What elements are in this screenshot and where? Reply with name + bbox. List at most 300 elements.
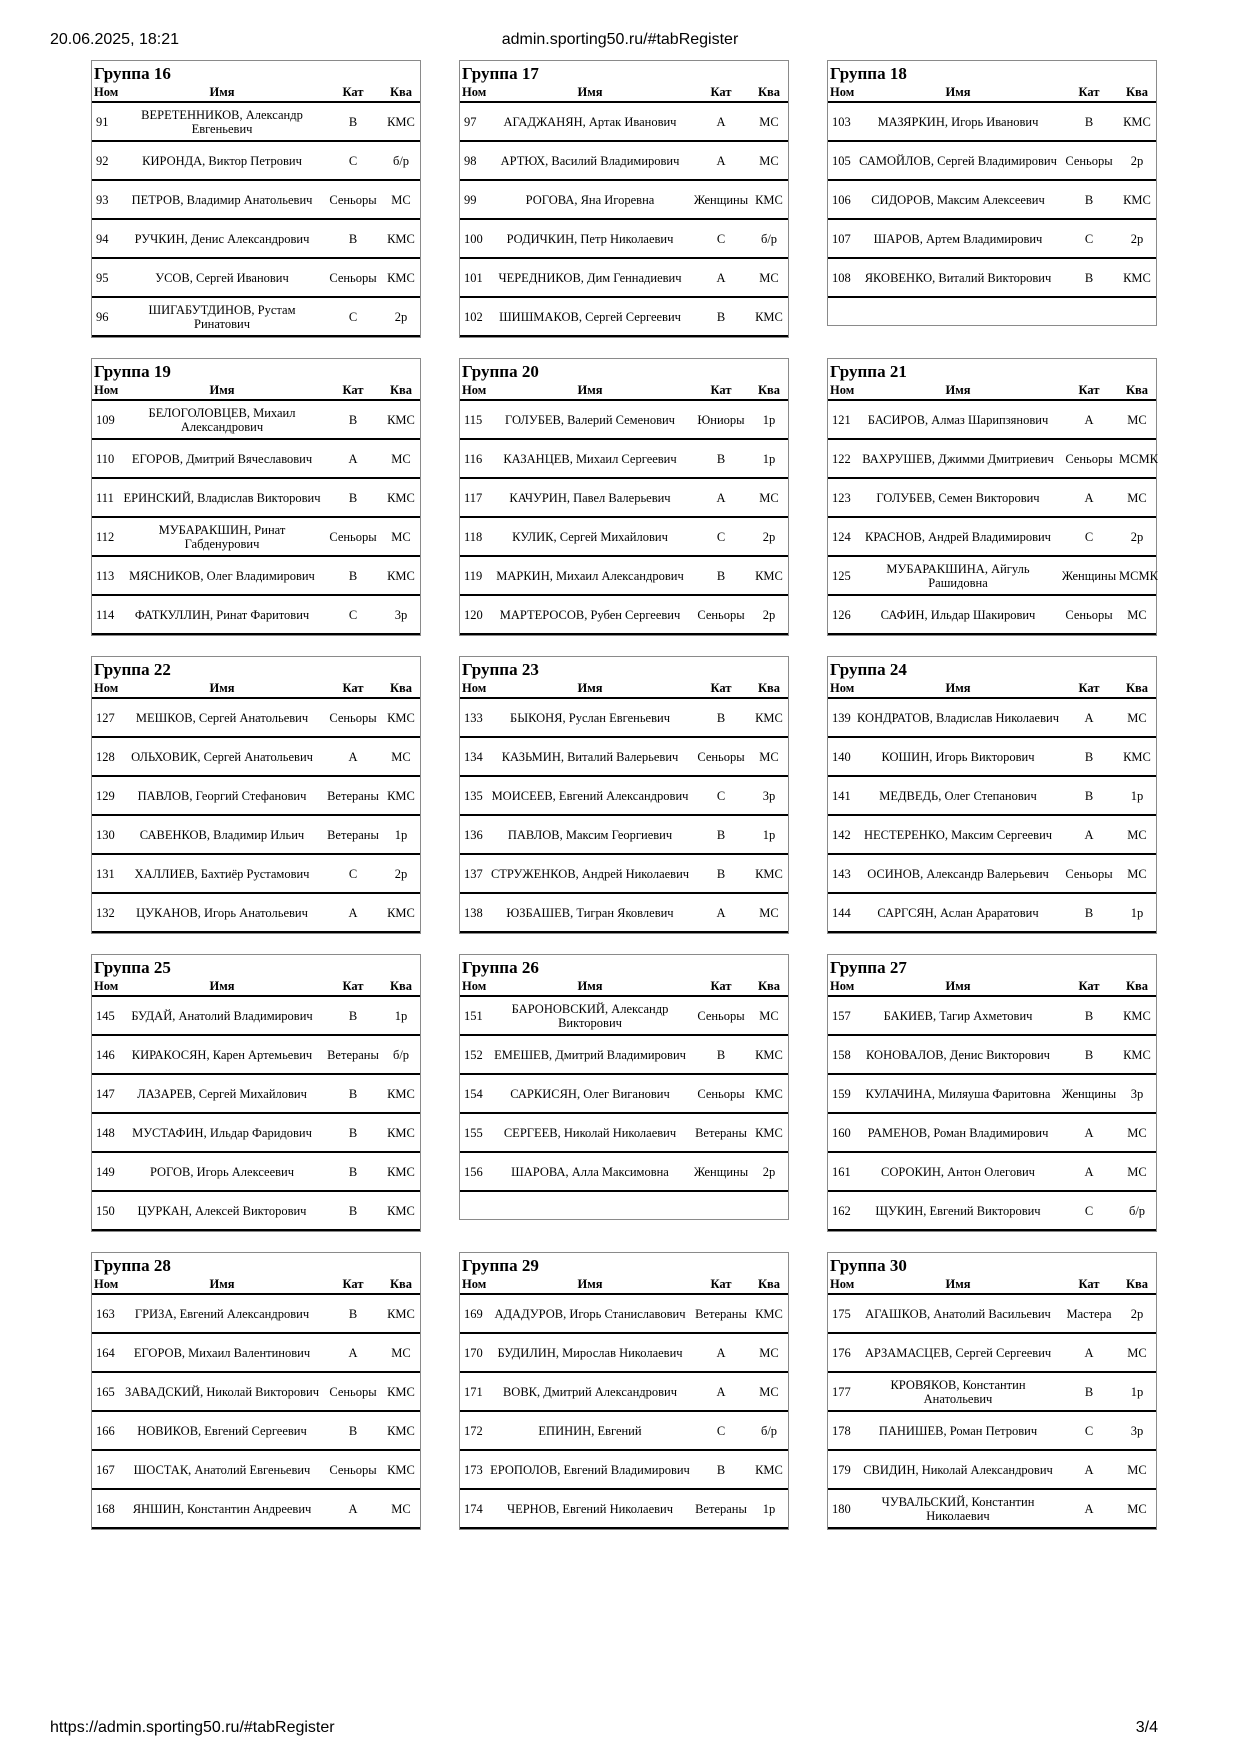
participant-category: B [324, 102, 382, 141]
participant-name: САФИН, Ильдар Шакирович [856, 595, 1060, 634]
participant-number: 144 [828, 893, 856, 932]
table-header-row [828, 680, 1156, 698]
participant-qualification: КМС [382, 1294, 420, 1333]
participant-category: Женщины [692, 180, 750, 219]
participant-qualification: б/р [382, 1035, 420, 1074]
table-row [92, 776, 420, 815]
participant-number: 98 [460, 141, 488, 180]
participant-name: ВЕРЕТЕННИКОВ, Александр Евгеньевич [120, 102, 324, 141]
participant-number: 156 [460, 1152, 488, 1191]
participant-qualification: КМС [750, 180, 788, 219]
participant-name: РУЧКИН, Денис Александрович [120, 219, 324, 258]
participant-name: РОГОВА, Яна Игоревна [488, 180, 692, 219]
table-row [92, 595, 420, 634]
column-header-name: Имя [856, 382, 1060, 400]
participant-category: Ветераны [324, 776, 382, 815]
participant-number: 112 [92, 517, 120, 556]
participant-qualification: МС [750, 1333, 788, 1372]
participant-qualification: КМС [750, 698, 788, 737]
table-row [460, 439, 788, 478]
table-row [828, 776, 1156, 815]
group-table [459, 1252, 789, 1530]
participant-category: Ветераны [324, 1035, 382, 1074]
participant-name: САРГСЯН, Аслан Араратович [856, 893, 1060, 932]
participant-name: ЧЕРНОВ, Евгений Николаевич [488, 1489, 692, 1528]
group-table [91, 954, 421, 1232]
table-header-row [460, 1276, 788, 1294]
participant-category: B [324, 1294, 382, 1333]
participant-number: 103 [828, 102, 856, 141]
table-header-row [92, 382, 420, 400]
group-table [459, 358, 789, 636]
table-row [460, 1333, 788, 1372]
participant-name: ЕПИНИН, Евгений [488, 1411, 692, 1450]
participant-category: A [1060, 478, 1118, 517]
participant-category: Сеньоры [1060, 439, 1118, 478]
participant-category: A [692, 141, 750, 180]
participant-number: 159 [828, 1074, 856, 1113]
column-header-qual: Ква [382, 978, 420, 996]
table-row [460, 1113, 788, 1152]
table-row [460, 1294, 788, 1333]
participant-number: 180 [828, 1489, 856, 1528]
participant-number: 150 [92, 1191, 120, 1230]
participant-qualification: КМС [750, 854, 788, 893]
empty-row [460, 1191, 788, 1219]
participant-name: ПАВЛОВ, Максим Георгиевич [488, 815, 692, 854]
participants-table [92, 978, 420, 1231]
participant-category: C [1060, 517, 1118, 556]
participant-number: 136 [460, 815, 488, 854]
participant-number: 106 [828, 180, 856, 219]
table-row [828, 1152, 1156, 1191]
participant-name: МАРКИН, Михаил Александрович [488, 556, 692, 595]
participant-number: 160 [828, 1113, 856, 1152]
participant-category: Сеньоры [324, 180, 382, 219]
participant-qualification: 1р [1118, 1372, 1156, 1411]
participant-name: ЗАВАДСКИЙ, Николай Викторович [120, 1372, 324, 1411]
participant-qualification: МСМК [1118, 556, 1156, 595]
participant-qualification: КМС [750, 1035, 788, 1074]
participant-category: Сеньоры [324, 258, 382, 297]
participant-number: 143 [828, 854, 856, 893]
table-row [460, 102, 788, 141]
table-header-row [92, 978, 420, 996]
participant-category: B [1060, 893, 1118, 932]
participant-number: 94 [92, 219, 120, 258]
participant-category: C [1060, 1411, 1118, 1450]
participant-category: B [324, 478, 382, 517]
participant-qualification: КМС [382, 258, 420, 297]
participant-qualification: 2р [750, 595, 788, 634]
participant-number: 141 [828, 776, 856, 815]
participant-number: 131 [92, 854, 120, 893]
participant-name: АГАДЖАНЯН, Артак Иванович [488, 102, 692, 141]
table-row [460, 556, 788, 595]
participant-number: 137 [460, 854, 488, 893]
participant-number: 147 [92, 1074, 120, 1113]
table-row [828, 517, 1156, 556]
participant-name: ЧУВАЛЬСКИЙ, Константин Николаевич [856, 1489, 1060, 1528]
table-row [92, 1450, 420, 1489]
participant-name: ШАРОВ, Артем Владимирович [856, 219, 1060, 258]
participant-name: БУДАЙ, Анатолий Владимирович [120, 996, 324, 1035]
participant-name: БЫКОНЯ, Руслан Евгеньевич [488, 698, 692, 737]
group-table [827, 60, 1157, 326]
participant-qualification: КМС [382, 556, 420, 595]
table-row [828, 556, 1156, 595]
participant-number: 145 [92, 996, 120, 1035]
participant-qualification: МС [1118, 698, 1156, 737]
participant-number: 116 [460, 439, 488, 478]
participant-name: КРОВЯКОВ, Константин Анатольевич [856, 1372, 1060, 1411]
participant-qualification: МС [1118, 815, 1156, 854]
participant-name: КОШИН, Игорь Викторович [856, 737, 1060, 776]
participant-qualification: 2р [382, 854, 420, 893]
participant-qualification: МС [750, 141, 788, 180]
participant-category: B [1060, 776, 1118, 815]
participant-name: САВЕНКОВ, Владимир Ильич [120, 815, 324, 854]
table-header-row [92, 1276, 420, 1294]
participant-category: C [324, 595, 382, 634]
participant-category: A [324, 1333, 382, 1372]
group-title: Группа 17 [462, 64, 539, 83]
participant-category: Сеньоры [324, 1372, 382, 1411]
table-row [92, 1372, 420, 1411]
participant-name: РАМЕНОВ, Роман Владимирович [856, 1113, 1060, 1152]
group-title: Группа 16 [94, 64, 171, 83]
table-row [92, 737, 420, 776]
participants-table [828, 382, 1156, 635]
participants-table [460, 978, 788, 1219]
table-row [460, 776, 788, 815]
participant-name: СТРУЖЕНКОВ, Андрей Николаевич [488, 854, 692, 893]
participant-number: 111 [92, 478, 120, 517]
participant-category: C [692, 219, 750, 258]
column-header-num: Ном [828, 1276, 856, 1294]
column-header-num: Ном [92, 1276, 120, 1294]
participant-qualification: 2р [1118, 1294, 1156, 1333]
group-title: Группа 29 [462, 1256, 539, 1275]
participant-category: A [1060, 1489, 1118, 1528]
participant-category: B [692, 439, 750, 478]
table-header-row [92, 84, 420, 102]
participant-number: 135 [460, 776, 488, 815]
column-header-name: Имя [856, 1276, 1060, 1294]
table-row [92, 1035, 420, 1074]
participant-category: C [324, 297, 382, 336]
participant-category: A [1060, 400, 1118, 439]
participant-number: 169 [460, 1294, 488, 1333]
column-header-cat: Кат [1060, 382, 1118, 400]
table-row [92, 102, 420, 141]
participant-name: КОНОВАЛОВ, Денис Викторович [856, 1035, 1060, 1074]
column-header-cat: Кат [1060, 680, 1118, 698]
participant-qualification: МС [750, 258, 788, 297]
participant-category: C [1060, 1191, 1118, 1230]
participant-number: 91 [92, 102, 120, 141]
participant-qualification: б/р [750, 1411, 788, 1450]
participant-qualification: б/р [1118, 1191, 1156, 1230]
participant-name: МАРТЕРОСОВ, Рубен Сергеевич [488, 595, 692, 634]
participant-number: 120 [460, 595, 488, 634]
participant-number: 125 [828, 556, 856, 595]
table-header-row [92, 680, 420, 698]
participant-qualification: 1р [1118, 893, 1156, 932]
column-header-qual: Ква [1118, 1276, 1156, 1294]
column-header-name: Имя [488, 84, 692, 102]
participant-name: ЕГОРОВ, Дмитрий Вячеславович [120, 439, 324, 478]
table-row [92, 258, 420, 297]
column-header-num: Ном [460, 680, 488, 698]
participant-name: ФАТКУЛЛИН, Ринат Фаритович [120, 595, 324, 634]
participant-number: 123 [828, 478, 856, 517]
participant-number: 105 [828, 141, 856, 180]
participant-number: 177 [828, 1372, 856, 1411]
participant-category: B [324, 400, 382, 439]
column-header-num: Ном [828, 84, 856, 102]
participant-qualification: КМС [382, 1450, 420, 1489]
column-header-name: Имя [120, 680, 324, 698]
participant-category: B [324, 556, 382, 595]
participant-category: A [324, 893, 382, 932]
participant-number: 96 [92, 297, 120, 336]
participant-number: 154 [460, 1074, 488, 1113]
participant-category: B [692, 1035, 750, 1074]
participant-category: B [1060, 180, 1118, 219]
column-header-name: Имя [120, 1276, 324, 1294]
participant-qualification: КМС [750, 1113, 788, 1152]
table-row [92, 1191, 420, 1230]
participants-table [92, 84, 420, 337]
participant-number: 146 [92, 1035, 120, 1074]
table-row [828, 1113, 1156, 1152]
column-header-qual: Ква [750, 978, 788, 996]
participant-name: ВАХРУШЕВ, Джимми Дмитриевич [856, 439, 1060, 478]
participant-number: 148 [92, 1113, 120, 1152]
table-header-row [828, 84, 1156, 102]
group-table [459, 954, 789, 1220]
participant-qualification: 1р [750, 1489, 788, 1528]
participant-number: 108 [828, 258, 856, 297]
group-title: Группа 19 [94, 362, 171, 381]
participant-name: ПАВЛОВ, Георгий Стефанович [120, 776, 324, 815]
participant-category: C [1060, 219, 1118, 258]
participant-category: Юниоры [692, 400, 750, 439]
table-row [460, 893, 788, 932]
participant-category: A [1060, 1333, 1118, 1372]
group-table [459, 60, 789, 338]
participant-qualification: 1р [750, 439, 788, 478]
participant-qualification: КМС [750, 297, 788, 336]
participant-name: НОВИКОВ, Евгений Сергеевич [120, 1411, 324, 1450]
participant-name: ЯКОВЕНКО, Виталий Викторович [856, 258, 1060, 297]
column-header-cat: Кат [1060, 84, 1118, 102]
participant-name: БЕЛОГОЛОВЦЕВ, Михаил Александрович [120, 400, 324, 439]
group-title: Группа 23 [462, 660, 539, 679]
participant-number: 172 [460, 1411, 488, 1450]
participant-name: ОЛЬХОВИК, Сергей Анатольевич [120, 737, 324, 776]
participant-qualification: 3р [1118, 1411, 1156, 1450]
participant-category: Женщины [692, 1152, 750, 1191]
participant-number: 119 [460, 556, 488, 595]
participant-qualification: КМС [382, 776, 420, 815]
participant-number: 178 [828, 1411, 856, 1450]
participant-category: A [1060, 1450, 1118, 1489]
table-row [92, 400, 420, 439]
column-header-name: Имя [488, 382, 692, 400]
participants-table [828, 84, 1156, 325]
table-row [460, 1411, 788, 1450]
column-header-qual: Ква [382, 1276, 420, 1294]
participant-name: РОДИЧКИН, Петр Николаевич [488, 219, 692, 258]
table-row [828, 595, 1156, 634]
participant-qualification: 2р [1118, 219, 1156, 258]
participant-number: 92 [92, 141, 120, 180]
print-header [0, 31, 1240, 53]
column-header-cat: Кат [1060, 978, 1118, 996]
column-header-qual: Ква [382, 382, 420, 400]
column-header-cat: Кат [1060, 1276, 1118, 1294]
group-table [91, 656, 421, 934]
participant-category: Сеньоры [1060, 141, 1118, 180]
participant-qualification: МС [382, 737, 420, 776]
table-row [828, 815, 1156, 854]
column-header-num: Ном [460, 1276, 488, 1294]
participant-category: Ветераны [692, 1294, 750, 1333]
participant-name: КАЧУРИН, Павел Валерьевич [488, 478, 692, 517]
participant-category: A [324, 439, 382, 478]
participant-qualification: 3р [750, 776, 788, 815]
table-row [828, 1191, 1156, 1230]
participant-name: СИДОРОВ, Максим Алексеевич [856, 180, 1060, 219]
table-row [92, 297, 420, 336]
table-row [460, 478, 788, 517]
participant-qualification: КМС [382, 219, 420, 258]
participant-number: 99 [460, 180, 488, 219]
table-row [460, 1489, 788, 1528]
column-header-num: Ном [92, 680, 120, 698]
participants-table [92, 382, 420, 635]
group-table [459, 656, 789, 934]
participant-category: Сеньоры [692, 996, 750, 1035]
table-row [828, 854, 1156, 893]
participant-name: АГАШКОВ, Анатолий Васильевич [856, 1294, 1060, 1333]
group-title: Группа 18 [830, 64, 907, 83]
table-header-row [460, 680, 788, 698]
participant-name: КУЛИК, Сергей Михайлович [488, 517, 692, 556]
participant-number: 163 [92, 1294, 120, 1333]
participant-category: B [324, 219, 382, 258]
participant-category: B [324, 1113, 382, 1152]
column-header-name: Имя [488, 680, 692, 698]
participant-name: МЯСНИКОВ, Олег Владимирович [120, 556, 324, 595]
participant-name: СЕРГЕЕВ, Николай Николаевич [488, 1113, 692, 1152]
participant-name: ШИГАБУТДИНОВ, Рустам Ринатович [120, 297, 324, 336]
group-title: Группа 27 [830, 958, 907, 977]
participants-table [460, 84, 788, 337]
column-header-cat: Кат [324, 680, 382, 698]
table-row [92, 854, 420, 893]
participant-qualification: КМС [1118, 102, 1156, 141]
column-header-cat: Кат [324, 978, 382, 996]
participant-number: 179 [828, 1450, 856, 1489]
group-title: Группа 26 [462, 958, 539, 977]
participant-number: 101 [460, 258, 488, 297]
group-title: Группа 22 [94, 660, 171, 679]
participant-qualification: КМС [382, 102, 420, 141]
column-header-num: Ном [92, 382, 120, 400]
participant-qualification: МС [1118, 595, 1156, 634]
participant-name: ШИШМАКОВ, Сергей Сергеевич [488, 297, 692, 336]
participant-number: 165 [92, 1372, 120, 1411]
column-header-qual: Ква [750, 680, 788, 698]
participant-number: 152 [460, 1035, 488, 1074]
participant-category: B [692, 698, 750, 737]
participant-number: 139 [828, 698, 856, 737]
column-header-name: Имя [488, 978, 692, 996]
group-title: Группа 21 [830, 362, 907, 381]
column-header-name: Имя [120, 978, 324, 996]
participant-category: C [692, 776, 750, 815]
participant-number: 129 [92, 776, 120, 815]
participant-category: B [1060, 737, 1118, 776]
group-table [91, 358, 421, 636]
participant-qualification: 1р [750, 815, 788, 854]
participant-number: 109 [92, 400, 120, 439]
participant-name: КИРАКОСЯН, Карен Артемьевич [120, 1035, 324, 1074]
participant-name: МУСТАФИН, Ильдар Фаридович [120, 1113, 324, 1152]
participant-category: Женщины [1060, 1074, 1118, 1113]
column-header-name: Имя [856, 978, 1060, 996]
participant-qualification: МС [750, 737, 788, 776]
participant-category: Сеньоры [692, 1074, 750, 1113]
table-row [828, 1450, 1156, 1489]
participant-qualification: МС [750, 996, 788, 1035]
participant-category: A [1060, 1152, 1118, 1191]
column-header-cat: Кат [692, 382, 750, 400]
participant-category: C [692, 1411, 750, 1450]
participant-qualification: КМС [750, 556, 788, 595]
participant-qualification: КМС [750, 1074, 788, 1113]
column-header-num: Ном [828, 382, 856, 400]
participant-name: ПАНИШЕВ, Роман Петрович [856, 1411, 1060, 1450]
participant-name: САРКИСЯН, Олег Виганович [488, 1074, 692, 1113]
participant-qualification: КМС [382, 1191, 420, 1230]
participant-qualification: МС [382, 180, 420, 219]
participant-number: 122 [828, 439, 856, 478]
table-row [92, 996, 420, 1035]
participant-number: 115 [460, 400, 488, 439]
participant-number: 164 [92, 1333, 120, 1372]
participant-number: 174 [460, 1489, 488, 1528]
participant-name: БУДИЛИН, Мирослав Николаевич [488, 1333, 692, 1372]
table-row [460, 737, 788, 776]
table-row [828, 478, 1156, 517]
participant-number: 132 [92, 893, 120, 932]
participant-name: ЦУРКАН, Алексей Викторович [120, 1191, 324, 1230]
participant-qualification: б/р [750, 219, 788, 258]
participant-name: БАСИРОВ, Алмаз Шарипзянович [856, 400, 1060, 439]
column-header-qual: Ква [382, 84, 420, 102]
table-row [92, 219, 420, 258]
table-row [828, 1074, 1156, 1113]
participant-number: 149 [92, 1152, 120, 1191]
participant-name: ЮЗБАШЕВ, Тигран Яковлевич [488, 893, 692, 932]
participant-name: КАЗАНЦЕВ, Михаил Сергеевич [488, 439, 692, 478]
column-header-cat: Кат [692, 680, 750, 698]
participant-category: B [1060, 1035, 1118, 1074]
